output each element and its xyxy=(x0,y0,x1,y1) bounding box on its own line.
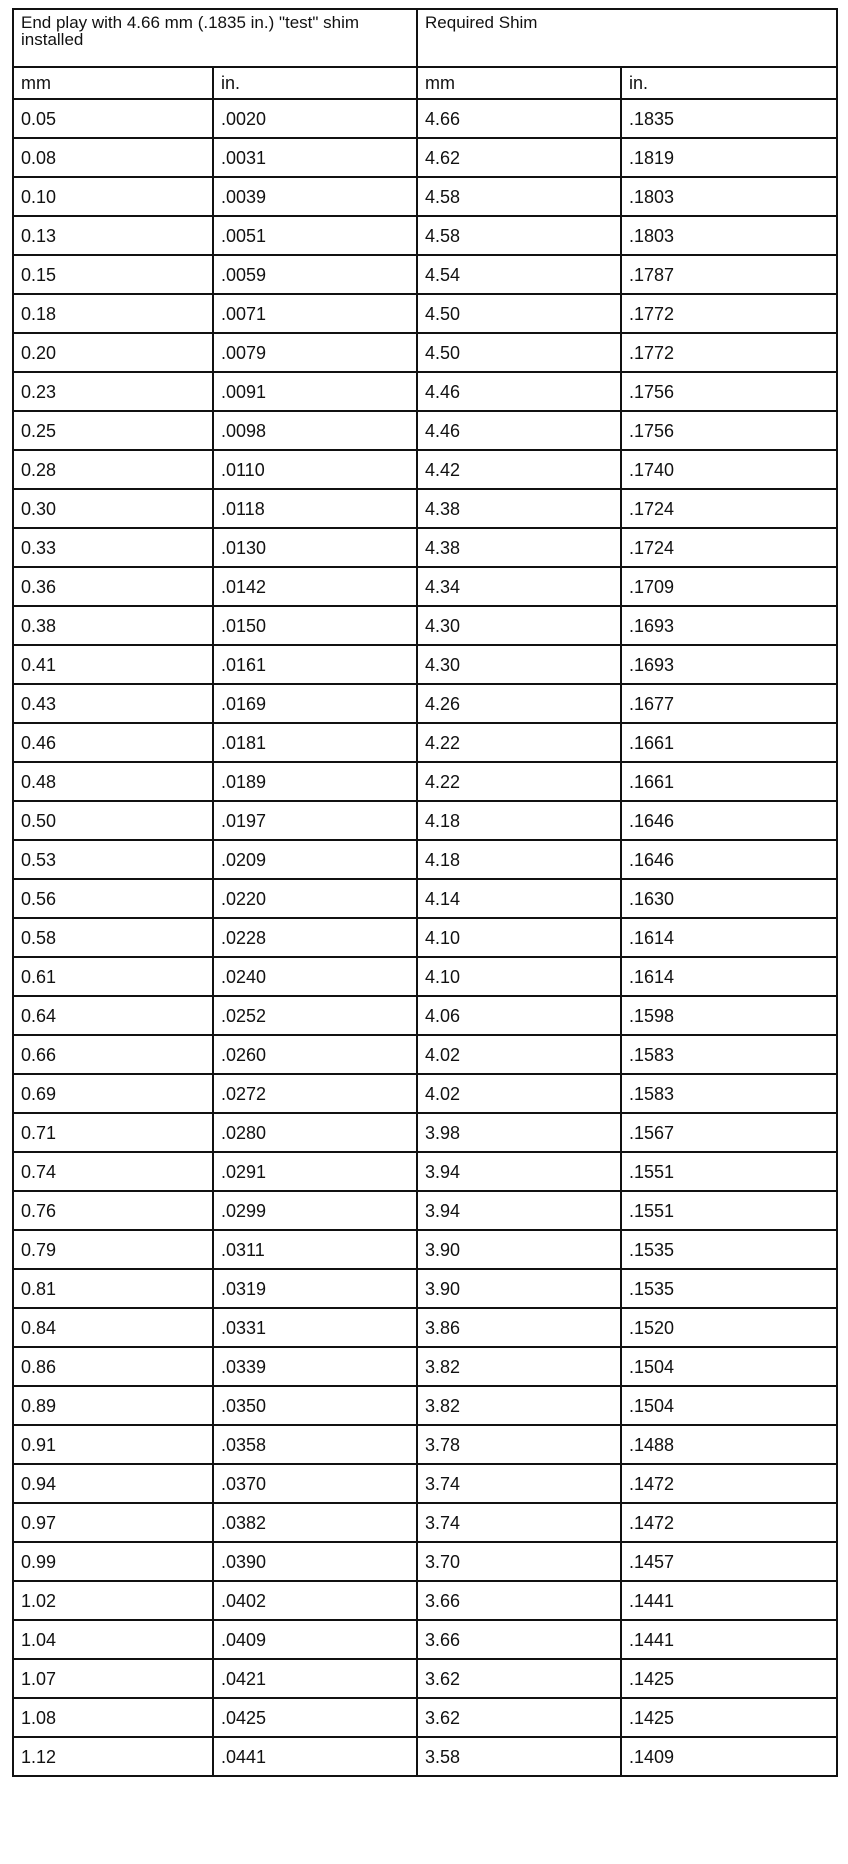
end-play-mm-cell: 0.23 xyxy=(13,372,213,411)
shim-mm-cell: 4.22 xyxy=(417,762,621,801)
end-play-mm-cell: 0.30 xyxy=(13,489,213,528)
end-play-in-cell: .0161 xyxy=(213,645,417,684)
table-row xyxy=(13,645,837,684)
shim-in-cell: .1772 xyxy=(621,333,837,372)
shim-mm-cell: 3.94 xyxy=(417,1191,621,1230)
shim-in-cell: .1551 xyxy=(621,1191,837,1230)
shim-mm-cell: 4.10 xyxy=(417,957,621,996)
end-play-in-cell: .0252 xyxy=(213,996,417,1035)
end-play-in-cell: .0358 xyxy=(213,1425,417,1464)
end-play-in-cell: .0142 xyxy=(213,567,417,606)
shim-in-cell: .1441 xyxy=(621,1620,837,1659)
shim-mm-cell: 3.70 xyxy=(417,1542,621,1581)
table-row xyxy=(13,372,837,411)
shim-mm-cell: 4.14 xyxy=(417,879,621,918)
shim-mm-cell: 4.02 xyxy=(417,1035,621,1074)
end-play-in-cell: .0220 xyxy=(213,879,417,918)
end-play-in-cell: .0209 xyxy=(213,840,417,879)
end-play-mm-cell: 0.58 xyxy=(13,918,213,957)
end-play-in-cell: .0390 xyxy=(213,1542,417,1581)
shim-in-cell: .1425 xyxy=(621,1698,837,1737)
end-play-mm-cell: 0.94 xyxy=(13,1464,213,1503)
shim-mm-cell: 4.50 xyxy=(417,333,621,372)
end-play-mm-cell: 0.25 xyxy=(13,411,213,450)
end-play-in-cell: .0370 xyxy=(213,1464,417,1503)
shim-mm-cell: 4.06 xyxy=(417,996,621,1035)
shim-in-cell: .1614 xyxy=(621,918,837,957)
end-play-mm-cell: 0.69 xyxy=(13,1074,213,1113)
end-play-mm-cell: 0.15 xyxy=(13,255,213,294)
shim-in-cell: .1441 xyxy=(621,1581,837,1620)
shim-in-cell: .1551 xyxy=(621,1152,837,1191)
end-play-in-cell: .0039 xyxy=(213,177,417,216)
end-play-in-cell: .0272 xyxy=(213,1074,417,1113)
end-play-mm-cell: 0.18 xyxy=(13,294,213,333)
table-row xyxy=(13,1542,837,1581)
shim-mm-cell: 4.66 xyxy=(417,99,621,138)
shim-mm-header: mm xyxy=(417,67,621,99)
end-play-in-cell: .0402 xyxy=(213,1581,417,1620)
end-play-mm-cell: 0.53 xyxy=(13,840,213,879)
table-row xyxy=(13,1698,837,1737)
shim-in-cell: .1520 xyxy=(621,1308,837,1347)
shim-in-cell: .1630 xyxy=(621,879,837,918)
end-play-in-cell: .0350 xyxy=(213,1386,417,1425)
shim-mm-cell: 4.22 xyxy=(417,723,621,762)
shim-mm-cell: 3.66 xyxy=(417,1620,621,1659)
table-row xyxy=(13,177,837,216)
end-play-in-cell: .0319 xyxy=(213,1269,417,1308)
table-row xyxy=(13,1152,837,1191)
shim-in-cell: .1724 xyxy=(621,528,837,567)
shim-in-cell: .1693 xyxy=(621,645,837,684)
end-play-mm-cell: 0.38 xyxy=(13,606,213,645)
shim-mm-cell: 4.46 xyxy=(417,372,621,411)
table-row xyxy=(13,1074,837,1113)
end-play-mm-cell: 0.91 xyxy=(13,1425,213,1464)
end-play-mm-cell: 0.10 xyxy=(13,177,213,216)
shim-in-cell: .1756 xyxy=(621,372,837,411)
table-row xyxy=(13,138,837,177)
shim-mm-cell: 4.38 xyxy=(417,489,621,528)
shim-mm-cell: 3.74 xyxy=(417,1503,621,1542)
table-row xyxy=(13,957,837,996)
end-play-mm-cell: 0.64 xyxy=(13,996,213,1035)
shim-in-cell: .1803 xyxy=(621,216,837,255)
end-play-in-cell: .0150 xyxy=(213,606,417,645)
end-play-mm-cell: 0.08 xyxy=(13,138,213,177)
table-row xyxy=(13,1503,837,1542)
shim-in-cell: .1709 xyxy=(621,567,837,606)
table-row xyxy=(13,255,837,294)
end-play-in-cell: .0091 xyxy=(213,372,417,411)
table-row xyxy=(13,918,837,957)
shim-in-cell: .1535 xyxy=(621,1230,837,1269)
table-row xyxy=(13,1620,837,1659)
shim-in-cell: .1819 xyxy=(621,138,837,177)
end-play-in-cell: .0118 xyxy=(213,489,417,528)
end-play-mm-cell: 0.20 xyxy=(13,333,213,372)
table-row xyxy=(13,1269,837,1308)
table-row xyxy=(13,723,837,762)
shim-in-cell: .1693 xyxy=(621,606,837,645)
shim-in-cell: .1457 xyxy=(621,1542,837,1581)
table-row xyxy=(13,1425,837,1464)
shim-in-cell: .1488 xyxy=(621,1425,837,1464)
end-play-mm-cell: 0.86 xyxy=(13,1347,213,1386)
shim-in-cell: .1787 xyxy=(621,255,837,294)
shim-in-cell: .1677 xyxy=(621,684,837,723)
end-play-mm-cell: 0.79 xyxy=(13,1230,213,1269)
shim-mm-cell: 3.58 xyxy=(417,1737,621,1776)
end-play-mm-cell: 0.28 xyxy=(13,450,213,489)
table-row xyxy=(13,489,837,528)
table-row xyxy=(13,762,837,801)
end-play-in-cell: .0228 xyxy=(213,918,417,957)
shim-mm-cell: 4.18 xyxy=(417,840,621,879)
shim-in-cell: .1756 xyxy=(621,411,837,450)
shim-mm-cell: 3.82 xyxy=(417,1386,621,1425)
end-play-mm-cell: 0.13 xyxy=(13,216,213,255)
end-play-in-cell: .0331 xyxy=(213,1308,417,1347)
table-row xyxy=(13,840,837,879)
shim-mm-cell: 4.38 xyxy=(417,528,621,567)
end-play-mm-cell: 0.74 xyxy=(13,1152,213,1191)
end-play-in-cell: .0197 xyxy=(213,801,417,840)
end-play-mm-cell: 0.84 xyxy=(13,1308,213,1347)
shim-in-cell: .1661 xyxy=(621,762,837,801)
shim-selection-table xyxy=(12,8,838,1777)
end-play-in-cell: .0051 xyxy=(213,216,417,255)
group-header-row xyxy=(13,9,837,67)
table-row xyxy=(13,1308,837,1347)
end-play-mm-header: mm xyxy=(13,67,213,99)
shim-mm-cell: 3.62 xyxy=(417,1659,621,1698)
table-row xyxy=(13,879,837,918)
end-play-mm-cell: 0.66 xyxy=(13,1035,213,1074)
table-row xyxy=(13,528,837,567)
table-row xyxy=(13,1113,837,1152)
end-play-in-cell: .0181 xyxy=(213,723,417,762)
shim-in-cell: .1567 xyxy=(621,1113,837,1152)
end-play-mm-cell: 0.99 xyxy=(13,1542,213,1581)
shim-mm-cell: 4.50 xyxy=(417,294,621,333)
shim-mm-cell: 4.30 xyxy=(417,645,621,684)
shim-mm-cell: 4.58 xyxy=(417,216,621,255)
table-row xyxy=(13,216,837,255)
shim-in-cell: .1598 xyxy=(621,996,837,1035)
shim-mm-cell: 4.58 xyxy=(417,177,621,216)
table-row xyxy=(13,333,837,372)
end-play-mm-cell: 0.43 xyxy=(13,684,213,723)
shim-mm-cell: 4.26 xyxy=(417,684,621,723)
table-row xyxy=(13,1659,837,1698)
shim-mm-cell: 3.90 xyxy=(417,1269,621,1308)
end-play-in-cell: .0130 xyxy=(213,528,417,567)
end-play-header: End play with 4.66 mm (.1835 in.) "test" shim installed xyxy=(13,9,417,67)
table-row xyxy=(13,1035,837,1074)
table-row xyxy=(13,99,837,138)
shim-mm-cell: 4.02 xyxy=(417,1074,621,1113)
table-row xyxy=(13,684,837,723)
end-play-mm-cell: 0.81 xyxy=(13,1269,213,1308)
table-row xyxy=(13,996,837,1035)
end-play-in-cell: .0079 xyxy=(213,333,417,372)
end-play-in-cell: .0280 xyxy=(213,1113,417,1152)
table-row xyxy=(13,1581,837,1620)
end-play-in-cell: .0291 xyxy=(213,1152,417,1191)
end-play-in-cell: .0240 xyxy=(213,957,417,996)
table-row xyxy=(13,567,837,606)
table-row xyxy=(13,606,837,645)
end-play-mm-cell: 0.76 xyxy=(13,1191,213,1230)
end-play-in-cell: .0421 xyxy=(213,1659,417,1698)
end-play-in-cell: .0409 xyxy=(213,1620,417,1659)
shim-in-cell: .1772 xyxy=(621,294,837,333)
end-play-mm-cell: 1.04 xyxy=(13,1620,213,1659)
end-play-in-cell: .0098 xyxy=(213,411,417,450)
end-play-in-header: in. xyxy=(213,67,417,99)
end-play-mm-cell: 1.07 xyxy=(13,1659,213,1698)
end-play-mm-cell: 0.50 xyxy=(13,801,213,840)
end-play-mm-cell: 0.46 xyxy=(13,723,213,762)
end-play-in-cell: .0031 xyxy=(213,138,417,177)
end-play-mm-cell: 0.71 xyxy=(13,1113,213,1152)
table-row xyxy=(13,801,837,840)
shim-in-cell: .1535 xyxy=(621,1269,837,1308)
end-play-mm-cell: 0.36 xyxy=(13,567,213,606)
unit-header-row xyxy=(13,67,837,99)
shim-mm-cell: 4.30 xyxy=(417,606,621,645)
shim-mm-cell: 3.98 xyxy=(417,1113,621,1152)
shim-mm-cell: 3.62 xyxy=(417,1698,621,1737)
shim-in-cell: .1661 xyxy=(621,723,837,762)
end-play-in-cell: .0382 xyxy=(213,1503,417,1542)
end-play-in-cell: .0311 xyxy=(213,1230,417,1269)
shim-mm-cell: 4.34 xyxy=(417,567,621,606)
shim-mm-cell: 4.54 xyxy=(417,255,621,294)
shim-in-cell: .1583 xyxy=(621,1035,837,1074)
table-row xyxy=(13,294,837,333)
shim-in-cell: .1504 xyxy=(621,1347,837,1386)
shim-in-cell: .1835 xyxy=(621,99,837,138)
table-row xyxy=(13,1386,837,1425)
end-play-mm-cell: 0.41 xyxy=(13,645,213,684)
shim-mm-cell: 3.94 xyxy=(417,1152,621,1191)
shim-in-cell: .1409 xyxy=(621,1737,837,1776)
shim-mm-cell: 4.42 xyxy=(417,450,621,489)
end-play-in-cell: .0110 xyxy=(213,450,417,489)
shim-in-cell: .1803 xyxy=(621,177,837,216)
end-play-in-cell: .0071 xyxy=(213,294,417,333)
table-row xyxy=(13,1191,837,1230)
shim-in-cell: .1504 xyxy=(621,1386,837,1425)
shim-in-cell: .1425 xyxy=(621,1659,837,1698)
shim-mm-cell: 3.86 xyxy=(417,1308,621,1347)
table-row xyxy=(13,450,837,489)
end-play-mm-cell: 0.97 xyxy=(13,1503,213,1542)
shim-in-cell: .1583 xyxy=(621,1074,837,1113)
table-row xyxy=(13,411,837,450)
end-play-mm-cell: 0.89 xyxy=(13,1386,213,1425)
end-play-in-cell: .0339 xyxy=(213,1347,417,1386)
end-play-mm-cell: 0.56 xyxy=(13,879,213,918)
required-shim-header: Required Shim xyxy=(417,9,837,67)
end-play-in-cell: .0299 xyxy=(213,1191,417,1230)
end-play-in-cell: .0020 xyxy=(213,99,417,138)
end-play-mm-cell: 0.05 xyxy=(13,99,213,138)
end-play-mm-cell: 0.48 xyxy=(13,762,213,801)
shim-mm-cell: 4.10 xyxy=(417,918,621,957)
end-play-in-cell: .0169 xyxy=(213,684,417,723)
shim-mm-cell: 3.74 xyxy=(417,1464,621,1503)
table-row xyxy=(13,1230,837,1269)
shim-in-cell: .1740 xyxy=(621,450,837,489)
shim-in-cell: .1472 xyxy=(621,1464,837,1503)
shim-in-cell: .1646 xyxy=(621,840,837,879)
end-play-in-cell: .0059 xyxy=(213,255,417,294)
table-row xyxy=(13,1347,837,1386)
shim-mm-cell: 4.18 xyxy=(417,801,621,840)
end-play-in-cell: .0189 xyxy=(213,762,417,801)
end-play-mm-cell: 1.02 xyxy=(13,1581,213,1620)
shim-mm-cell: 4.46 xyxy=(417,411,621,450)
end-play-mm-cell: 0.61 xyxy=(13,957,213,996)
end-play-in-cell: .0425 xyxy=(213,1698,417,1737)
table-row xyxy=(13,1464,837,1503)
shim-mm-cell: 4.62 xyxy=(417,138,621,177)
table-row xyxy=(13,1737,837,1776)
shim-mm-cell: 3.66 xyxy=(417,1581,621,1620)
end-play-mm-cell: 1.08 xyxy=(13,1698,213,1737)
shim-mm-cell: 3.82 xyxy=(417,1347,621,1386)
shim-in-cell: .1472 xyxy=(621,1503,837,1542)
shim-in-cell: .1724 xyxy=(621,489,837,528)
end-play-in-cell: .0441 xyxy=(213,1737,417,1776)
end-play-mm-cell: 0.33 xyxy=(13,528,213,567)
end-play-in-cell: .0260 xyxy=(213,1035,417,1074)
end-play-mm-cell: 1.12 xyxy=(13,1737,213,1776)
shim-mm-cell: 3.90 xyxy=(417,1230,621,1269)
shim-in-cell: .1614 xyxy=(621,957,837,996)
shim-mm-cell: 3.78 xyxy=(417,1425,621,1464)
shim-in-header: in. xyxy=(621,67,837,99)
shim-in-cell: .1646 xyxy=(621,801,837,840)
